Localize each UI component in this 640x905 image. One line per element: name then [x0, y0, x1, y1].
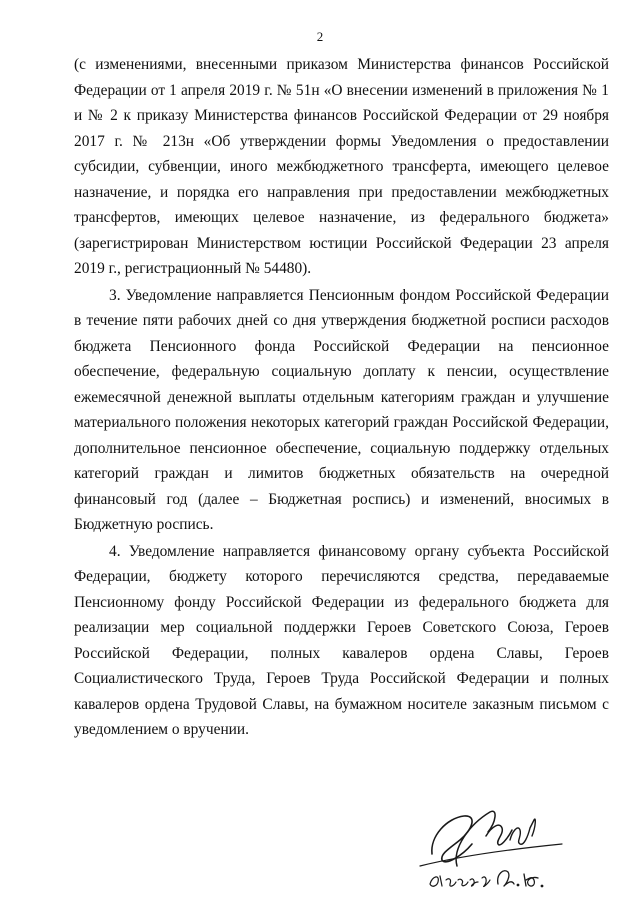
signature-stroke — [510, 819, 535, 844]
signature-stroke — [430, 876, 490, 887]
signature-stroke — [541, 885, 543, 887]
signature-stroke — [498, 871, 514, 886]
paragraph-continuation: (с изменениями, внесенными приказом Министерства финансов Российской Федерации от 1 апреля 2019 г. № 51н «О внесении изменений в приложения № 1 и № 2 к приказу Министерства финансов Российской Федерации от 29 ноября 2017 г. № 213н «Об утверждении формы Уведомления о предоставлении субсидии, субвенции, иного межбюджетного трансферта, имеющего целевое назначение, и порядка его направления при предоставлении межбюджетных трансфертов, имеющих целевое назначение, из федерального бюджета» (зарегистрирован Министерством юстиции Российской Федерации 23 апреля 2019 г., регистрационный № 54480). — [74, 56, 609, 277]
signature-stroke — [432, 816, 472, 862]
page-number: 2 — [316, 29, 324, 44]
handwritten-signature — [412, 796, 572, 894]
signature-stroke — [420, 844, 562, 866]
document-body — [74, 52, 609, 743]
signature-stroke — [524, 874, 538, 886]
paragraph-item-4: 4. Уведомление направляется финансовому органу субъекта Российской Федерации, бюджету которого перечисляются средства, передаваемые Пенсионному фонду Российской Федерации из федерального бюджета для реализации мер социальной поддержки Героев Советского Союза, Героев Российской Федерации, полных кавалеров ордена Славы, Героев Социалистического Труда, Героев Труда Российской Федерации и полных кавалеров ордена Трудовой Славы, на бумажном носителе заказным письмом с уведомлением о вручении. — [74, 542, 609, 738]
signature-stroke — [517, 884, 519, 886]
paragraph-item-3: 3. Уведомление направляется Пенсионным фондом Российской Федерации в течение пяти рабочих дней со дня утверждения бюджетной росписи расходов бюджета Пенсионного фонда Российской Федерации на пенсионное обеспечение, федеральную социальную доплату к пенсии, осуществление ежемесячной денежной выплаты отдельным категориям граждан и улучшение материального положения некоторых категорий граждан Российской Федерации, дополнительное пенсионное обеспечение, социальную поддержку отдельных категорий граждан и лимитов бюджетных обязательств на очередной финансовый год (далее – Бюджетная роспись) и изменений, вносимых в Бюджетную роспись. — [74, 286, 609, 533]
